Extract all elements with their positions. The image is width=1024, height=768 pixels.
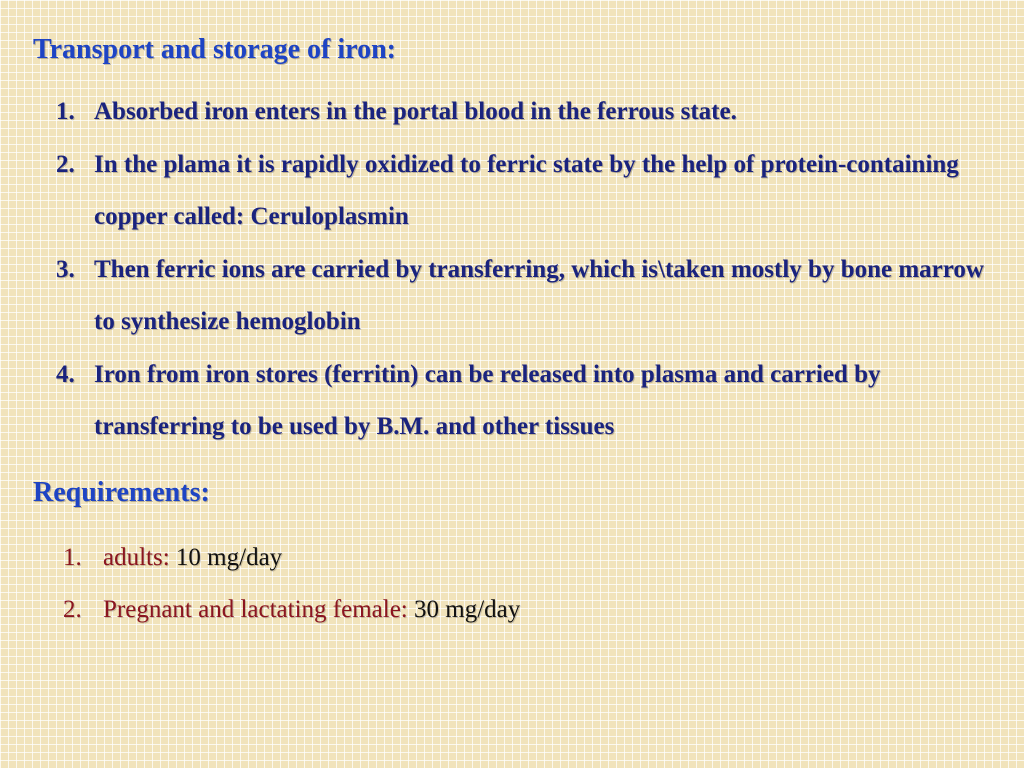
requirement-number: 2. bbox=[63, 596, 82, 623]
list-item bbox=[56, 139, 996, 244]
requirement-label: adults: bbox=[103, 544, 176, 571]
list-item-number: 2. bbox=[56, 150, 75, 178]
requirement-item bbox=[63, 584, 863, 636]
requirement-text bbox=[63, 532, 863, 584]
requirement-value: 10 mg/day bbox=[175, 544, 283, 571]
requirement-value: 30 mg/day bbox=[414, 596, 521, 623]
list-item bbox=[56, 244, 996, 349]
transport-list bbox=[56, 86, 996, 454]
requirement-item bbox=[63, 532, 863, 584]
list-item-text: Then ferric ions are carried by transferring, which is\taken mostly by bone marrow to synthesize hemoglobin bbox=[94, 255, 984, 335]
requirements-heading: Requirements: bbox=[33, 477, 210, 508]
requirement-number: 1. bbox=[63, 544, 82, 571]
list-item-text: Iron from iron stores (ferritin) can be released into plasma and carried by transferring to be used by B.M. and other tissues bbox=[94, 360, 881, 440]
requirements-list bbox=[63, 532, 863, 636]
requirement-label: Pregnant and lactating female: bbox=[103, 596, 414, 623]
list-item bbox=[56, 349, 996, 454]
list-item-number: 1. bbox=[56, 98, 75, 125]
transport-heading: Transport and storage of iron: bbox=[33, 34, 396, 65]
list-item-text: Absorbed iron enters in the portal blood in the ferrous state. bbox=[94, 98, 737, 125]
list-item bbox=[56, 86, 996, 139]
list-item-number: 4. bbox=[56, 360, 75, 388]
list-item-text: In the plama it is rapidly oxidized to ferric state by the help of protein-containing copper called: Ceruloplasmin bbox=[94, 150, 959, 230]
list-item-number: 3. bbox=[56, 255, 75, 283]
requirement-text bbox=[63, 584, 863, 636]
